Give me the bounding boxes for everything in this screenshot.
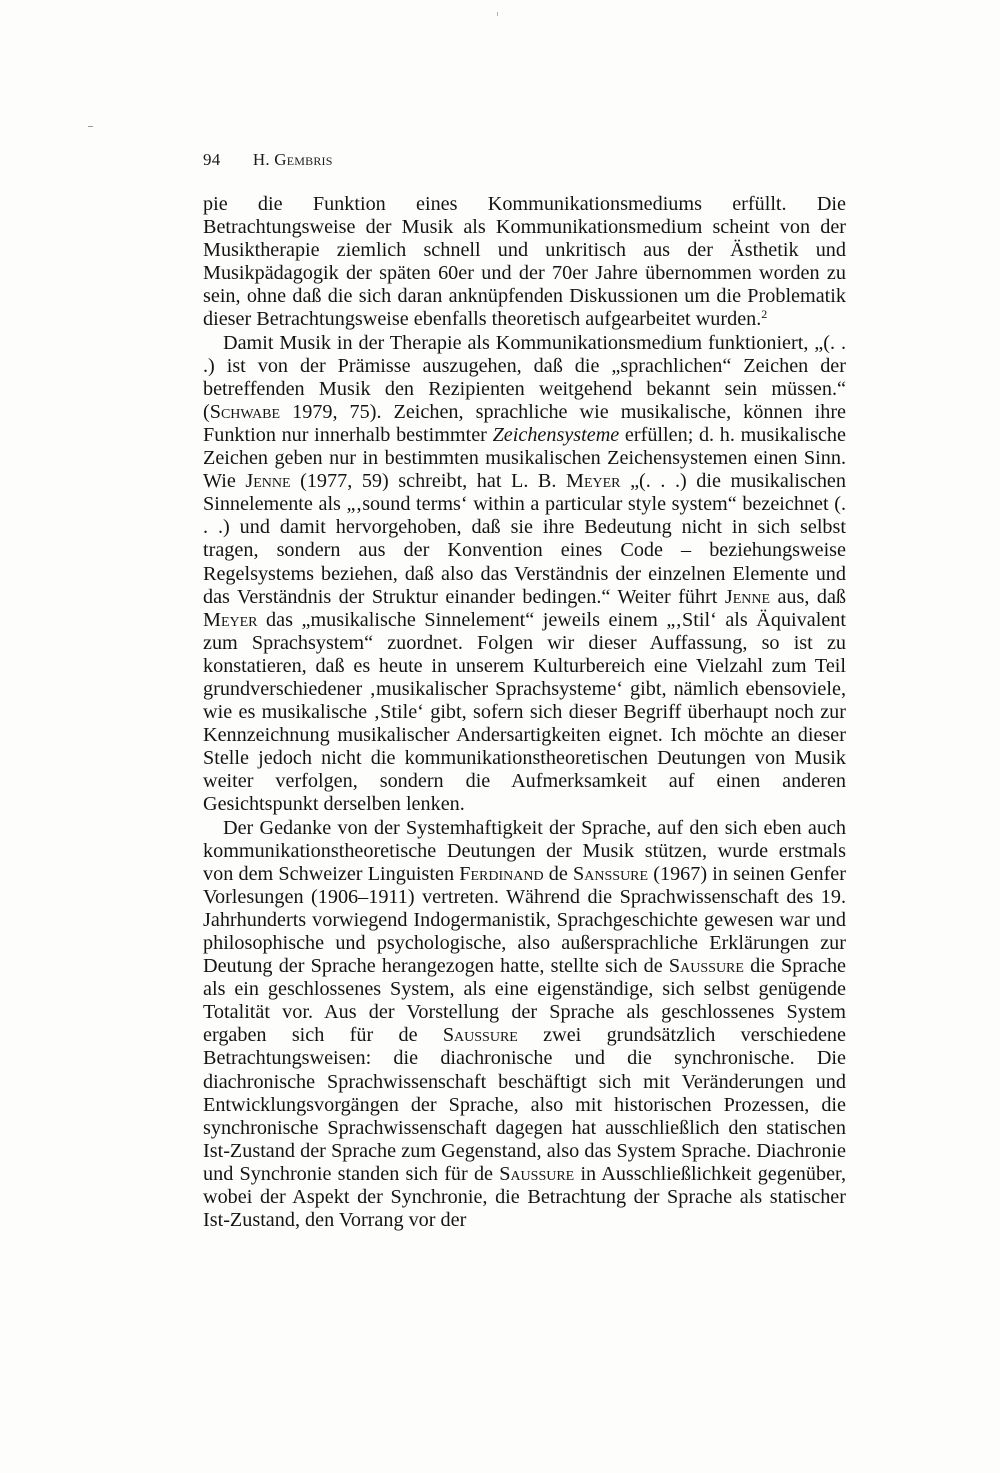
author-name: Meyer (203, 608, 258, 631)
text-run: Der Gedanke von der Systemhaftigkeit der Sprache, auf den sich eben auch kommunikationstheoretische Deutungen der Musik stützen, wurde erstmals von dem Schweizer Linguisten (203, 816, 846, 885)
text-run: (1967) in seinen Genfer Vorlesungen (1906–1911) vertreten. Während die Sprachwissenschaft des 19. Jahrhunderts vorwiegend Indogermanistik, Sprachgeschichte gewesen war und philosophische und psychologische, also außersprachliche Erklärungen zur Deutung der Sprache herangezogen hatte, stellte sich de (203, 862, 846, 978)
author-name: Meyer (566, 470, 621, 493)
author-name: Jenne (724, 585, 771, 608)
text-run: das „musikalische Sinnelement“ jeweils einem „‚Stil‘ als Äquivalent zum Sprachsystem“ zuordnet. Folgen wir dieser Auffassung, so ist zu konstatieren, daß es heute in unserem Kulturbereich eine Vielzahl zum Teil grundverschiedener ‚musikalischer Sprachsysteme‘ gibt, nämlich ebensoviele, wie es musikalische ‚Stile‘ gibt, sofern sich dieser Begriff überhaupt noch zur Kennzeichnung musikalischer Andersartigkeiten eignet. Ich möchte an dieser Stelle jedoch nicht die kommunikationstheoretischen Deutungen von Musik weiter verfolgen, sondern die Aufmerksamkeit auf einen anderen Gesichtspunkt derselben lenken. (203, 608, 846, 816)
author-name: Schwabe (209, 400, 281, 423)
emphasis: Zeichensysteme (492, 423, 620, 446)
paragraph-continuation (203, 193, 846, 332)
running-head-author: H. Gembris (252, 150, 333, 169)
text-run: „(. . .) die musikalischen Sinnelemente als „‚sound terms‘ within a particular style system“ bezeichnet (. . .) und damit hervorgehoben, daß sie ihre Bedeutung nicht in sich selbst tragen, sondern aus der Konvention eines Code – beziehungsweise Regelsystems beziehen, daß also das Verständnis der einzelnen Elemente und das Verständnis der Struktur einander bedingen.“ Weiter führt (203, 470, 846, 608)
text-run: zwei grundsätzlich verschiedene Betrachtungsweisen: die diachronische und die synchronische. Die diachronische Sprachwissenschaft beschäftigt sich mit Veränderungen und Entwicklungsvorgängen der Sprache, also mit historischen Prozessen, die synchronische Sprachwissenschaft dagegen hat ausschließlich den statischen Ist-Zustand der Sprache zum Gegenstand, also das System Sprache. Diachronie und Synchronie standen sich für de (203, 1024, 846, 1185)
body-text (203, 193, 846, 1232)
page-number: 94 (203, 150, 221, 169)
scan-speck-top (497, 12, 498, 16)
author-name: Saussure (442, 1024, 518, 1047)
text-run: erfüllen; d. h. musikalische Zeichen geben nur in bestimmten musikalischen Zeichensystemen einen Sinn. Wie (203, 423, 846, 493)
text-run: in Ausschließlichkeit gegenüber, wobei der Aspekt der Synchronie, die Betrachtung der Sprache als statischer Ist-Zustand, den Vorrang vor der (203, 1162, 846, 1232)
running-head (203, 150, 333, 170)
author-name: Saussure (499, 1162, 575, 1185)
author-name: Sanssure (573, 862, 649, 885)
author-name: Saussure (668, 955, 744, 978)
text-run: pie die Funktion eines Kommunikationsmediums erfüllt. Die Betrachtungsweise der Musik als Kommunikationsmedium scheint von der Musiktherapie ziemlich schnell und unkritisch aus der Ästhetik und Musikpädagogik der späten 60er und der 70er Jahre übernommen worden zu sein, ohne daß die sich daran anknüpfenden Diskussionen um die Problematik dieser Betrachtungsweise ebenfalls theoretisch aufgearbeitet wurden. (203, 193, 846, 331)
text-run: aus, daß (770, 585, 847, 608)
text-run: 1979, 75). Zeichen, sprachliche wie musikalische, können ihre Funktion nur innerhalb bestimmter (203, 400, 846, 446)
footnote-ref: 2 (761, 307, 768, 322)
text-run: (1977, 59) schreibt, hat L. B. (290, 470, 566, 493)
author-name: Jenne (245, 470, 291, 493)
text-run: Damit Musik in der Therapie als Kommunikationsmedium funktioniert, „(. . .) ist von der Prämisse auszugehen, daß die „sprachlichen“ Zeichen der betreffenden Musik den Rezipienten weitgehend bekannt sein müssen.“ ( (203, 331, 846, 423)
paragraph-saussure (203, 817, 846, 1233)
text-run: die Sprache als ein geschlossenes System, als eine eigenständige, sich selbst genügende Totalität vor. Aus der Vorstellung der Sprache als geschlossenes System ergaben sich für de (203, 955, 846, 1047)
paragraph-music-therapy (203, 332, 846, 817)
scan-speck (88, 126, 93, 127)
author-name: Ferdinand (459, 862, 544, 885)
text-run: de (543, 862, 574, 885)
